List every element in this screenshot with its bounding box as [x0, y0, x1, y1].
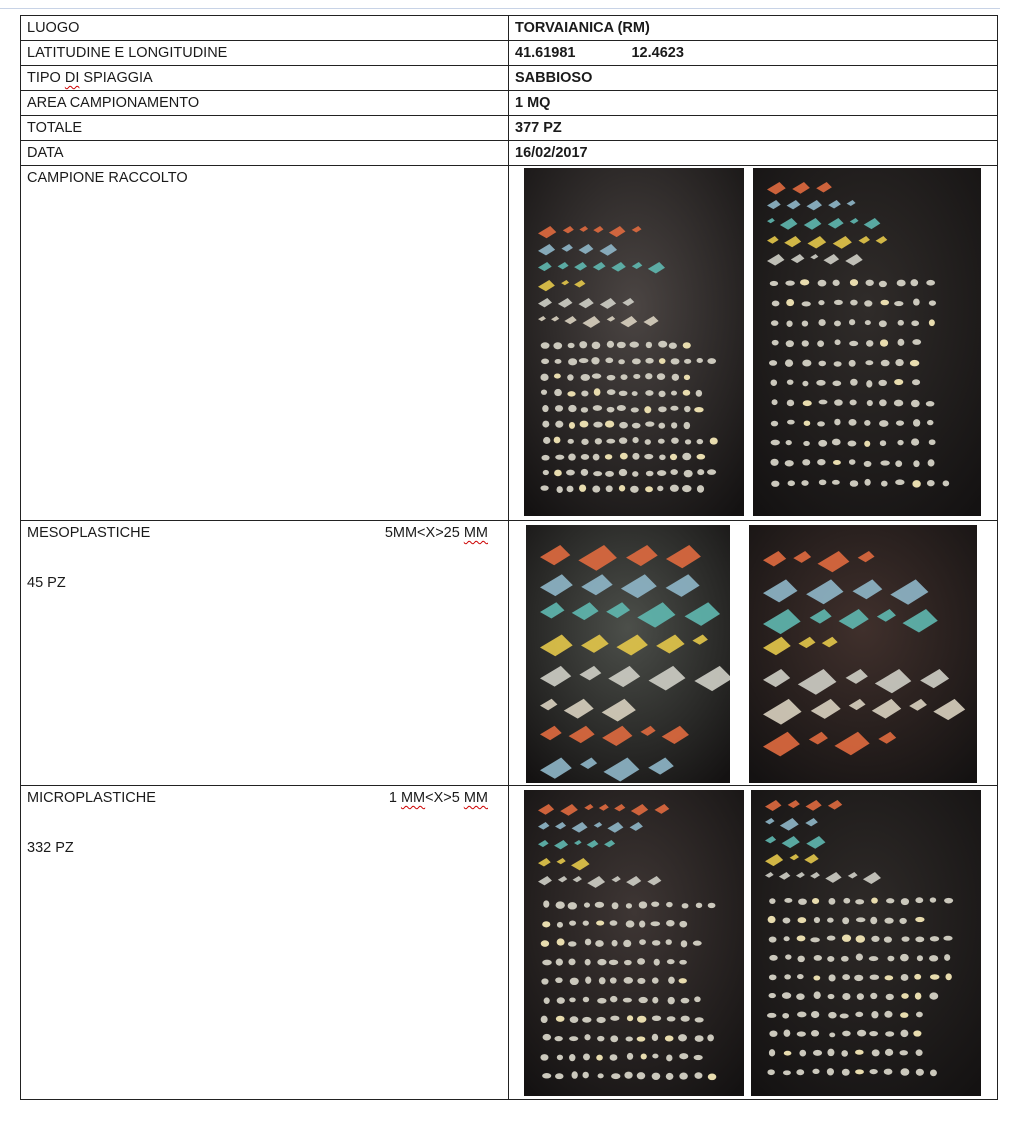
- row-luogo: [21, 16, 998, 41]
- micro-photo-1: [524, 790, 744, 1096]
- label-area: AREA CAMPIONAMENTO: [21, 91, 509, 116]
- sampling-table: [20, 15, 998, 1100]
- micro-title: MICROPLASTICHE: [27, 790, 156, 806]
- micro-count: 332 PZ: [27, 840, 74, 856]
- value-data: 16/02/2017: [509, 141, 998, 166]
- row-totale: [21, 116, 998, 141]
- row-area: [21, 91, 998, 116]
- label-mesoplastiche: [21, 521, 509, 786]
- micro-range: 1 MM<X>5 MM: [388, 790, 488, 806]
- page-top-rule: [0, 8, 1000, 9]
- label-luogo: LUOGO: [21, 16, 509, 41]
- value-tipo: SABBIOSO: [509, 66, 998, 91]
- label-microplastiche: [21, 786, 509, 1100]
- value-latlon: [509, 41, 998, 66]
- value-totale: 377 PZ: [509, 116, 998, 141]
- meso-title: MESOPLASTICHE: [27, 525, 151, 541]
- value-luogo: TORVAIANICA (RM): [509, 16, 998, 41]
- photos-microplastiche: [509, 786, 998, 1100]
- micro-photo-1-image: [524, 790, 744, 1096]
- latitude-value: 41.61981: [515, 45, 576, 61]
- label-totale: TOTALE: [21, 116, 509, 141]
- photos-campione: [509, 166, 998, 521]
- meso-range: 5MM<X>25 MM: [384, 525, 488, 541]
- row-tipo: [21, 66, 998, 91]
- meso-photo-2: [749, 525, 977, 783]
- micro-photo-2-image: [751, 790, 981, 1096]
- row-mesoplastiche: [21, 521, 998, 786]
- label-data: DATA: [21, 141, 509, 166]
- sample-photo-1: [524, 168, 744, 516]
- row-data: [21, 141, 998, 166]
- meso-count: 45 PZ: [27, 575, 66, 591]
- label-campione: CAMPIONE RACCOLTO: [21, 166, 509, 521]
- label-latlon: LATITUDINE E LONGITUDINE: [21, 41, 509, 66]
- longitude-value: 12.4623: [631, 45, 684, 61]
- row-microplastiche: [21, 786, 998, 1100]
- sample-photo-2: [753, 168, 981, 516]
- row-latlon: [21, 41, 998, 66]
- meso-photo-2-image: [749, 525, 977, 783]
- row-campione: [21, 166, 998, 521]
- label-tipo: TIPO DI SPIAGGIA: [21, 66, 509, 91]
- meso-photo-1: [526, 525, 730, 783]
- value-area: 1 MQ: [509, 91, 998, 116]
- sample-photo-1-image: [524, 168, 744, 516]
- photos-mesoplastiche: [509, 521, 998, 786]
- meso-photo-1-image: [526, 525, 730, 783]
- micro-photo-2: [751, 790, 981, 1096]
- sample-photo-2-image: [753, 168, 981, 516]
